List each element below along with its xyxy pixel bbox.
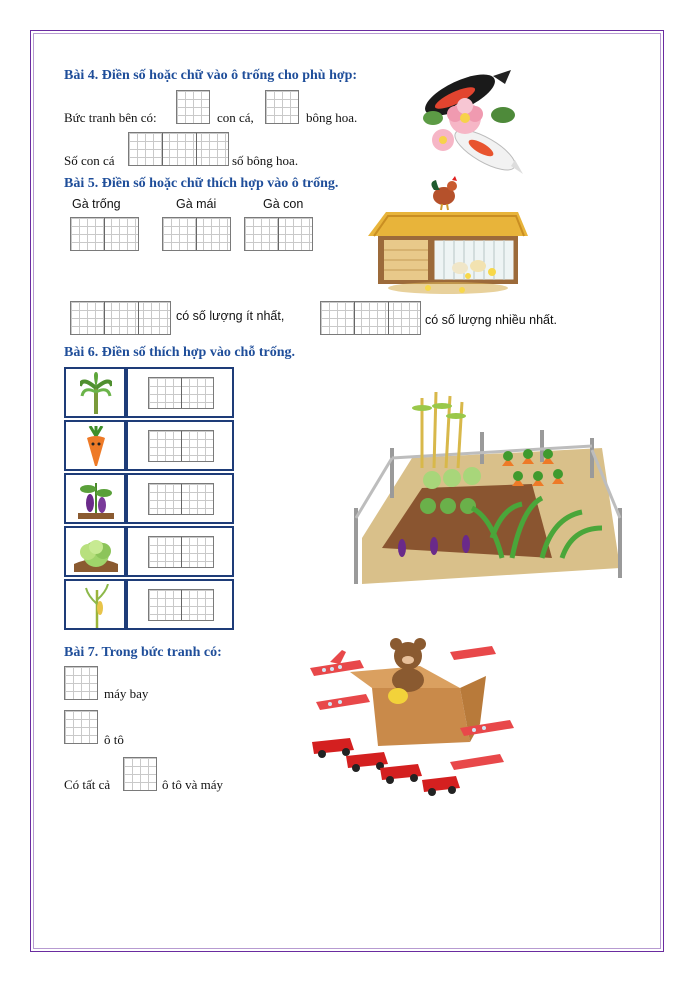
bai4-text-fish: con cá, — [217, 110, 254, 125]
answer-cell-cabbage — [126, 526, 234, 577]
label-hen: Gà mái — [176, 197, 217, 211]
icon-cell-cabbage — [64, 526, 126, 577]
answer-cell-corn — [126, 579, 234, 630]
answer-box-chick[interactable] — [244, 217, 313, 251]
text-planes: máy bay — [104, 686, 149, 701]
bai7-heading: Bài 7. Trong bức tranh có: — [64, 645, 222, 660]
bai4-heading: Bài 4. Điền số hoặc chữ vào ô trống cho phù hợp: — [64, 68, 358, 83]
icon-cell-eggplant — [64, 473, 126, 524]
answer-box-carrot[interactable] — [148, 430, 214, 462]
answer-box-corn[interactable] — [148, 589, 214, 621]
answer-box-hen[interactable] — [162, 217, 231, 251]
text-cars: ô tô — [104, 732, 124, 747]
cabbage-icon — [74, 534, 118, 572]
bai4-text-flower-count: số bông hoa. — [232, 153, 299, 168]
text-least: có số lượng ít nhất, — [176, 309, 285, 323]
answer-box-eggplant[interactable] — [148, 483, 214, 515]
answer-box-least[interactable] — [70, 301, 171, 335]
chicken-coop-illustration — [368, 176, 528, 296]
bai5-heading: Bài 5. Điền số hoặc chữ thích hợp vào ô trống. — [64, 176, 339, 191]
bai4-text-picture-has: Bức tranh bên có: — [64, 110, 157, 125]
corn-plant-icon — [84, 584, 110, 628]
answer-box-planes[interactable] — [64, 666, 98, 700]
answer-box-compare[interactable] — [128, 132, 229, 166]
answer-box-most[interactable] — [320, 301, 421, 335]
icon-cell-corn — [64, 579, 126, 630]
label-rooster: Gà trống — [72, 197, 121, 211]
label-chick: Gà con — [263, 197, 304, 211]
answer-cell-eggplant — [126, 473, 234, 524]
text-total: Có tất cả — [64, 777, 111, 792]
carrot-icon — [82, 426, 110, 466]
vegetable-garden-illustration — [352, 388, 624, 588]
answer-box-fish-count[interactable] — [176, 90, 210, 124]
answer-box-rooster[interactable] — [70, 217, 139, 251]
icon-cell-carrot — [64, 420, 126, 471]
text-cars-and-planes: ô tô và máy — [162, 777, 224, 792]
answer-cell-banana — [126, 367, 234, 418]
answer-box-banana[interactable] — [148, 377, 214, 409]
toy-box-illustration — [310, 632, 530, 802]
banana-plant-icon — [80, 372, 112, 414]
answer-cell-carrot — [126, 420, 234, 471]
answer-box-total[interactable] — [123, 757, 157, 791]
eggplant-icon — [78, 479, 114, 519]
bai4-text-flower: bông hoa. — [306, 110, 358, 125]
answer-box-flower-count[interactable] — [265, 90, 299, 124]
bai4-text-fish-count: Số con cá — [64, 153, 115, 168]
answer-box-cars[interactable] — [64, 710, 98, 744]
answer-box-cabbage[interactable] — [148, 536, 214, 568]
text-most: có số lượng nhiều nhất. — [425, 313, 557, 327]
koi-fish-lotus-illustration — [415, 70, 525, 175]
icon-cell-banana — [64, 367, 126, 418]
bai6-heading: Bài 6. Điền số thích hợp vào chỗ trống. — [64, 345, 295, 360]
